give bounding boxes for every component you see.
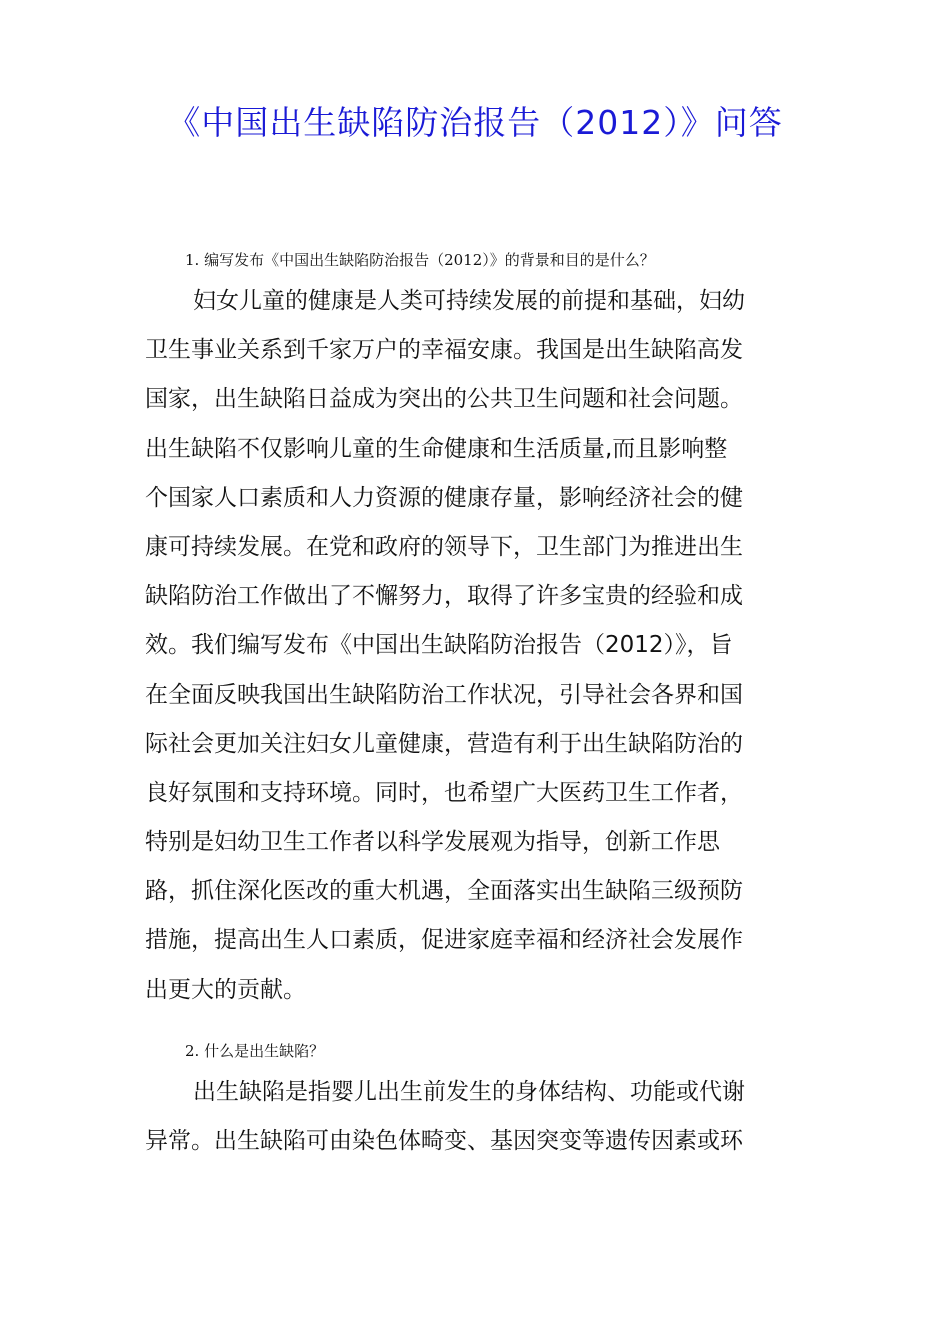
answer-1-line: 个国家人口素质和人力资源的健康存量，影响经济社会的健	[145, 484, 743, 511]
answer-1-line: 康可持续发展。在党和政府的领导下，卫生部门为推进出生	[145, 533, 743, 560]
answer-1-line: 良好氛围和支持环境。同时，也希望广大医药卫生工作者，	[145, 779, 743, 806]
answer-2-line: 出生缺陷是指婴儿出生前发生的身体结构、功能或代谢	[193, 1079, 745, 1105]
answer-1-line: 路，抓住深化医改的重大机遇，全面落实出生缺陷三级预防	[145, 878, 743, 905]
answer-1-line: 缺陷防治工作做出了不懈努力，取得了许多宝贵的经验和成	[145, 583, 743, 610]
answer-1-paragraph	[145, 277, 817, 1015]
document-title: 《中国出生缺陷防治报告（2012）》问答	[167, 103, 783, 142]
answer-2-paragraph	[145, 1068, 817, 1166]
answer-1-line: 际社会更加关注妇女儿童健康，营造有利于出生缺陷防治的	[145, 730, 743, 757]
answer-1-line: 卫生事业关系到千家万户的幸福安康。我国是出生缺陷高发	[145, 337, 743, 364]
answer-1-line: 出更大的贡献。	[145, 976, 306, 1003]
answer-1-line: 措施，提高出生人口素质，促进家庭幸福和经济社会发展作	[145, 927, 743, 954]
answer-1-line: 在全面反映我国出生缺陷防治工作状况，引导社会各界和国	[145, 681, 743, 708]
answer-1-line: 效。我们编写发布《中国出生缺陷防治报告（2012）》，旨	[145, 632, 733, 659]
question-2-heading: 2. 什么是出生缺陷？	[185, 1042, 325, 1060]
answer-1-line: 妇女儿童的健康是人类可持续发展的前提和基础，妇幼	[193, 288, 745, 314]
answer-1-line: 出生缺陷不仅影响儿童的生命健康和生活质量,而且影响整	[145, 435, 728, 462]
question-1-heading: 1. 编写发布《中国出生缺陷防治报告（2012）》的背景和目的是什么？	[185, 251, 655, 269]
answer-2-line: 异常。出生缺陷可由染色体畸变、基因突变等遗传因素或环	[145, 1128, 743, 1155]
answer-1-line: 国家，出生缺陷日益成为突出的公共卫生问题和社会问题。	[145, 386, 743, 413]
answer-1-line: 特别是妇幼卫生工作者以科学发展观为指导，创新工作思	[145, 829, 720, 856]
